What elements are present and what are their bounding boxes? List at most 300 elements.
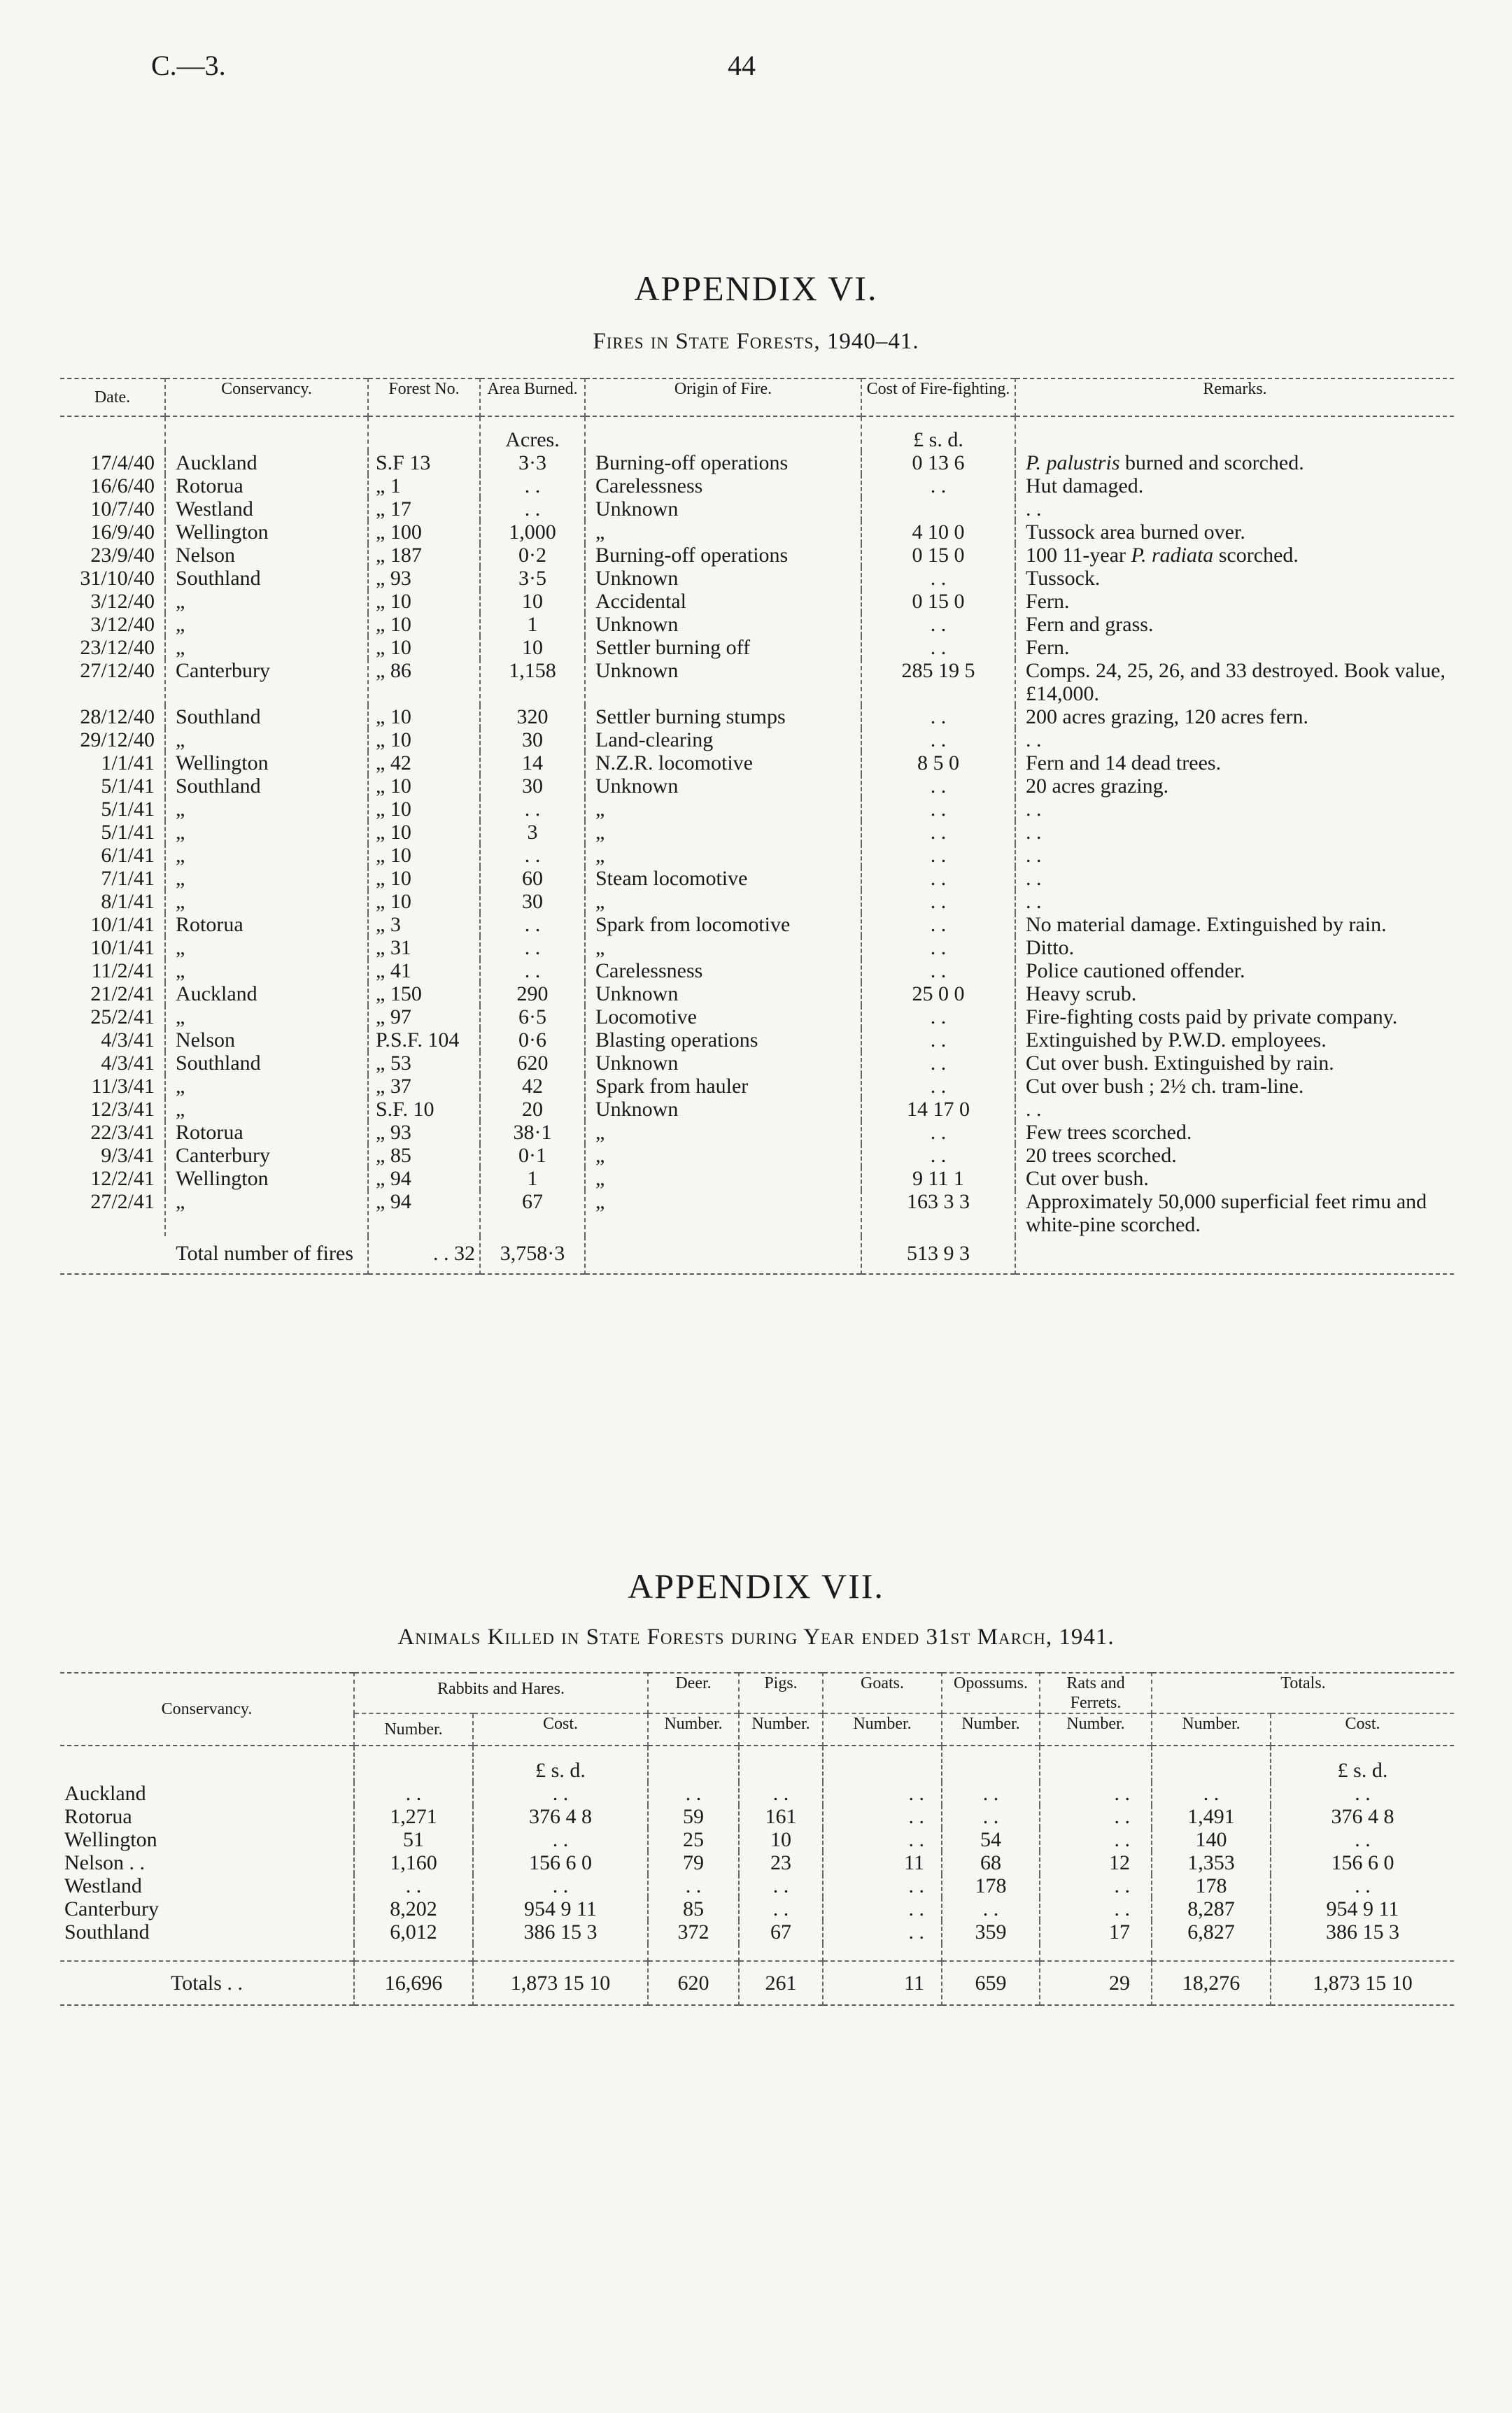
fire-forest-no: „ 94 — [368, 1190, 480, 1236]
sub-totals-number: Number. — [1152, 1713, 1271, 1746]
fire-cost: 0 15 0 — [861, 544, 1015, 567]
fire-origin: „ — [585, 521, 861, 544]
fire-row — [60, 982, 1454, 1005]
fire-conservancy: Nelson — [165, 544, 368, 567]
fire-date: 27/2/41 — [90, 1190, 155, 1213]
fire-date: 8/1/41 — [101, 890, 155, 913]
fire-origin: Spark from locomotive — [585, 913, 861, 936]
fire-conservancy: Auckland — [165, 451, 368, 474]
totals-rats: 29 — [1040, 1961, 1152, 2005]
fire-area: 38·1 — [480, 1121, 585, 1144]
fire-row — [60, 1167, 1454, 1190]
fire-remarks: Heavy scrub. — [1015, 982, 1454, 1005]
fire-origin: „ — [585, 798, 861, 821]
fire-row — [60, 913, 1454, 936]
fire-area: . . — [480, 959, 585, 982]
pigs-number: 23 — [739, 1851, 823, 1874]
col-date: Date. — [94, 388, 131, 406]
fire-origin: N.Z.R. locomotive — [585, 751, 861, 774]
opossums-number: 359 — [942, 1920, 1040, 1944]
fire-area: 60 — [480, 867, 585, 890]
fire-date: 5/1/41 — [101, 774, 155, 798]
fire-row — [60, 936, 1454, 959]
fire-cost: 163 3 3 — [861, 1190, 1015, 1236]
fire-forest-no: „ 10 — [368, 844, 480, 867]
fire-row — [60, 798, 1454, 821]
fire-remarks: . . — [1015, 844, 1454, 867]
fire-remarks: Ditto. — [1015, 936, 1454, 959]
animal-conservancy: Canterbury — [64, 1897, 159, 1920]
sub-opossums-number: Number. — [942, 1713, 1040, 1746]
rabbits-cost: . . — [473, 1782, 648, 1805]
fire-forest-no: „ 94 — [368, 1167, 480, 1190]
rats-number: . . — [1040, 1805, 1152, 1828]
rabbits-number: . . — [354, 1874, 473, 1897]
fire-date: 12/3/41 — [90, 1098, 155, 1121]
rabbits-cost: 156 6 0 — [473, 1851, 648, 1874]
totals-cost-unit: £ s. d. — [1271, 1746, 1454, 1782]
fire-remarks: Comps. 24, 25, 26, and 33 destroyed. Book value, £14,000. — [1015, 659, 1454, 705]
fire-area: 30 — [480, 774, 585, 798]
rats-number: 12 — [1040, 1851, 1152, 1874]
rabbits-number: . . — [354, 1782, 473, 1805]
fire-conservancy: „ — [165, 959, 368, 982]
fire-remarks: Tussock area burned over. — [1015, 521, 1454, 544]
animal-row — [60, 1874, 1454, 1897]
animal-conservancy: Westland — [64, 1874, 142, 1897]
opossums-number: . . — [942, 1782, 1040, 1805]
fire-cost: . . — [861, 936, 1015, 959]
fire-remarks: Fern and grass. — [1015, 613, 1454, 636]
col-rats: Rats and Ferrets. — [1040, 1673, 1152, 1713]
fire-row — [60, 1005, 1454, 1028]
fire-cost: 4 10 0 — [861, 521, 1015, 544]
fire-area: 10 — [480, 590, 585, 613]
totals-deer: 620 — [648, 1961, 739, 2005]
fire-forest-no: „ 37 — [368, 1075, 480, 1098]
fire-row — [60, 867, 1454, 890]
fire-row — [60, 1098, 1454, 1121]
fire-forest-no: „ 10 — [368, 613, 480, 636]
fire-date: 1/1/41 — [101, 751, 155, 774]
fire-forest-no: „ 10 — [368, 798, 480, 821]
fire-origin: Unknown — [585, 659, 861, 705]
fire-origin: „ — [585, 1167, 861, 1190]
fire-origin: Unknown — [585, 567, 861, 590]
fire-forest-no: „ 53 — [368, 1052, 480, 1075]
pigs-number: 161 — [739, 1805, 823, 1828]
fire-row — [60, 1052, 1454, 1075]
units-row — [60, 416, 1454, 451]
fire-conservancy: „ — [165, 844, 368, 867]
fire-area: 3·3 — [480, 451, 585, 474]
fire-row — [60, 1075, 1454, 1098]
sub-rats-number: Number. — [1040, 1713, 1152, 1746]
fire-area: 14 — [480, 751, 585, 774]
fire-forest-no: „ 10 — [368, 774, 480, 798]
fire-area: . . — [480, 798, 585, 821]
fire-date: 23/12/40 — [80, 636, 155, 659]
totals-grand-cost: 1,873 15 10 — [1271, 1961, 1454, 2005]
fire-forest-no: „ 10 — [368, 867, 480, 890]
sub-rabbits-cost: Cost. — [473, 1713, 648, 1746]
totals-cost: 156 6 0 — [1271, 1851, 1454, 1874]
rats-number: . . — [1040, 1897, 1152, 1920]
rabbits-cost: 386 15 3 — [473, 1920, 648, 1944]
pigs-number: . . — [739, 1782, 823, 1805]
fire-forest-no: „ 10 — [368, 728, 480, 751]
animal-conservancy: Southland — [64, 1920, 150, 1944]
fire-row — [60, 474, 1454, 497]
rats-number: . . — [1040, 1828, 1152, 1851]
fire-remarks: P. palustris burned and scorched. — [1015, 451, 1454, 474]
fire-forest-no: S.F 13 — [368, 451, 480, 474]
fires-total-area: 3,758·3 — [480, 1236, 585, 1274]
rabbits-number: 51 — [354, 1828, 473, 1851]
totals-number: 1,353 — [1152, 1851, 1271, 1874]
animal-conservancy: Rotorua — [64, 1805, 132, 1828]
fire-forest-no: S.F. 10 — [368, 1098, 480, 1121]
fire-origin: Unknown — [585, 1052, 861, 1075]
totals-rabbits-number: 16,696 — [354, 1961, 473, 2005]
fire-date: 3/12/40 — [90, 613, 155, 636]
fire-forest-no: „ 3 — [368, 913, 480, 936]
fire-area: 0·2 — [480, 544, 585, 567]
fire-conservancy: Canterbury — [165, 1144, 368, 1167]
fire-conservancy: „ — [165, 590, 368, 613]
animal-row — [60, 1851, 1454, 1874]
fire-date: 22/3/41 — [90, 1121, 155, 1144]
deer-number: 372 — [648, 1920, 739, 1944]
spacer-row — [60, 1944, 1454, 1961]
fire-origin: „ — [585, 1121, 861, 1144]
fire-row — [60, 521, 1454, 544]
col-conservancy-7: Conservancy. — [161, 1700, 253, 1718]
rabbits-number: 6,012 — [354, 1920, 473, 1944]
appendix-7-title: APPENDIX VII. — [628, 1566, 884, 1606]
totals-number: 178 — [1152, 1874, 1271, 1897]
fire-cost: . . — [861, 1052, 1015, 1075]
fire-date: 12/2/41 — [90, 1167, 155, 1190]
fire-conservancy: „ — [165, 798, 368, 821]
deer-number: 79 — [648, 1851, 739, 1874]
opossums-number: 178 — [942, 1874, 1040, 1897]
fire-forest-no: „ 97 — [368, 1005, 480, 1028]
totals-cost: 386 15 3 — [1271, 1920, 1454, 1944]
fire-remarks: . . — [1015, 1098, 1454, 1121]
fire-origin: Unknown — [585, 497, 861, 521]
fire-forest-no: „ 31 — [368, 936, 480, 959]
opossums-number: . . — [942, 1805, 1040, 1828]
fire-area: 320 — [480, 705, 585, 728]
goats-number: . . — [823, 1805, 942, 1828]
rabbits-number: 1,160 — [354, 1851, 473, 1874]
fire-origin: „ — [585, 844, 861, 867]
cost-unit: £ s. d. — [861, 416, 1015, 451]
fire-cost: . . — [861, 474, 1015, 497]
fire-area: 1,000 — [480, 521, 585, 544]
fire-area: 1,158 — [480, 659, 585, 705]
fire-forest-no: „ 85 — [368, 1144, 480, 1167]
fire-area: 1 — [480, 613, 585, 636]
appendix-7-subtitle: Animals Killed in State Forests during Year ended 31st March, 1941. — [397, 1625, 1115, 1650]
fire-remarks: . . — [1015, 728, 1454, 751]
fire-date: 16/6/40 — [90, 474, 155, 497]
opossums-number: . . — [942, 1897, 1040, 1920]
fire-conservancy: „ — [165, 867, 368, 890]
fire-row — [60, 1144, 1454, 1167]
fire-origin: Unknown — [585, 613, 861, 636]
fire-remarks: . . — [1015, 821, 1454, 844]
fire-date: 11/3/41 — [91, 1075, 155, 1098]
fire-remarks: . . — [1015, 890, 1454, 913]
fire-area: . . — [480, 913, 585, 936]
fire-area: 10 — [480, 636, 585, 659]
fire-row — [60, 1028, 1454, 1052]
fire-forest-no: „ 10 — [368, 590, 480, 613]
fire-conservancy: Southland — [165, 705, 368, 728]
fire-date: 10/1/41 — [90, 913, 155, 936]
fires-total-row — [60, 1236, 1454, 1274]
fire-row — [60, 890, 1454, 913]
fire-forest-no: „ 187 — [368, 544, 480, 567]
pigs-number: 67 — [739, 1920, 823, 1944]
totals-cost: . . — [1271, 1874, 1454, 1897]
fire-remarks: Fern. — [1015, 636, 1454, 659]
animals-totals-label: Totals . . — [171, 1972, 243, 1995]
fire-origin: „ — [585, 821, 861, 844]
fire-area: 0·1 — [480, 1144, 585, 1167]
rabbits-number: 1,271 — [354, 1805, 473, 1828]
totals-cost: 376 4 8 — [1271, 1805, 1454, 1828]
fire-row — [60, 613, 1454, 636]
fire-conservancy: „ — [165, 1098, 368, 1121]
fire-area: 42 — [480, 1075, 585, 1098]
col-forest-no: Forest No. — [368, 378, 480, 416]
totals-number: 140 — [1152, 1828, 1271, 1851]
appendix-6-title: APPENDIX VI. — [634, 269, 878, 308]
fire-remarks: Hut damaged. — [1015, 474, 1454, 497]
fires-total-cost: 513 9 3 — [861, 1236, 1015, 1274]
fire-remarks: . . — [1015, 497, 1454, 521]
fire-forest-no: „ 10 — [368, 890, 480, 913]
fire-row — [60, 567, 1454, 590]
fire-forest-no: „ 150 — [368, 982, 480, 1005]
fire-area: . . — [480, 844, 585, 867]
fire-conservancy: „ — [165, 890, 368, 913]
fire-remarks: No material damage. Extinguished by rain. — [1015, 913, 1454, 936]
fire-date: 28/12/40 — [80, 705, 155, 728]
goats-number: . . — [823, 1920, 942, 1944]
fire-cost: . . — [861, 728, 1015, 751]
fire-remarks: Cut over bush ; 2½ ch. tram-line. — [1015, 1075, 1454, 1098]
fire-forest-no: „ 1 — [368, 474, 480, 497]
fire-row — [60, 497, 1454, 521]
fire-remarks: Fire-fighting costs paid by private company. — [1015, 1005, 1454, 1028]
fire-conservancy: Rotorua — [165, 913, 368, 936]
deer-number: 85 — [648, 1897, 739, 1920]
sub-goats-number: Number. — [823, 1713, 942, 1746]
fire-origin: Steam locomotive — [585, 867, 861, 890]
fire-row — [60, 705, 1454, 728]
animal-row — [60, 1782, 1454, 1805]
fire-origin: Settler burning off — [585, 636, 861, 659]
fire-forest-no: „ 41 — [368, 959, 480, 982]
animal-conservancy: Nelson . . — [64, 1851, 145, 1874]
animal-row — [60, 1897, 1454, 1920]
page-number: 44 — [728, 50, 756, 81]
totals-number: 1,491 — [1152, 1805, 1271, 1828]
fire-cost: . . — [861, 567, 1015, 590]
area-unit: Acres. — [480, 416, 585, 451]
fire-cost: . . — [861, 821, 1015, 844]
fire-row — [60, 959, 1454, 982]
animal-conservancy: Wellington — [64, 1828, 157, 1851]
page-reference: C.—3. — [151, 50, 226, 81]
animal-conservancy: Auckland — [64, 1782, 146, 1805]
fires-total-count: . . 32 — [368, 1236, 480, 1274]
pigs-number: . . — [739, 1897, 823, 1920]
fire-remarks: Cut over bush. Extinguished by rain. — [1015, 1052, 1454, 1075]
fire-conservancy: Southland — [165, 567, 368, 590]
fire-conservancy: Wellington — [165, 751, 368, 774]
animal-row — [60, 1920, 1454, 1944]
totals-number: . . — [1152, 1782, 1271, 1805]
fire-cost: . . — [861, 636, 1015, 659]
fire-cost: . . — [861, 798, 1015, 821]
fire-origin: Settler burning stumps — [585, 705, 861, 728]
col-cost: Cost of Fire-fighting. — [861, 378, 1015, 416]
fire-cost: 285 19 5 — [861, 659, 1015, 705]
animals-unit-row — [60, 1746, 1454, 1782]
fire-origin: Unknown — [585, 774, 861, 798]
col-origin: Origin of Fire. — [585, 378, 861, 416]
fire-origin: „ — [585, 1144, 861, 1167]
fire-cost — [861, 497, 1015, 521]
deer-number: 59 — [648, 1805, 739, 1828]
fire-date: 21/2/41 — [90, 982, 155, 1005]
fire-remarks: Police cautioned offender. — [1015, 959, 1454, 982]
fire-conservancy: Wellington — [165, 1167, 368, 1190]
fire-conservancy: „ — [165, 636, 368, 659]
fire-date: 11/2/41 — [91, 959, 155, 982]
fire-forest-no: „ 17 — [368, 497, 480, 521]
fire-conservancy: „ — [165, 1075, 368, 1098]
fire-cost: 0 15 0 — [861, 590, 1015, 613]
fire-area: 30 — [480, 890, 585, 913]
fire-row — [60, 774, 1454, 798]
fire-row — [60, 821, 1454, 844]
fire-remarks: Few trees scorched. — [1015, 1121, 1454, 1144]
fire-forest-no: „ 42 — [368, 751, 480, 774]
fire-cost: . . — [861, 705, 1015, 728]
col-conservancy: Conservancy. — [165, 378, 368, 416]
fire-origin: Accidental — [585, 590, 861, 613]
fire-date: 6/1/41 — [101, 844, 155, 867]
fire-forest-no: „ 10 — [368, 821, 480, 844]
fire-date: 9/3/41 — [101, 1144, 155, 1167]
fire-cost: . . — [861, 1028, 1015, 1052]
fire-remarks: Extinguished by P.W.D. employees. — [1015, 1028, 1454, 1052]
fire-area: . . — [480, 474, 585, 497]
fire-cost: 14 17 0 — [861, 1098, 1015, 1121]
fire-forest-no: P.S.F. 104 — [368, 1028, 480, 1052]
fire-origin: „ — [585, 890, 861, 913]
fire-conservancy: Westland — [165, 497, 368, 521]
fires-table — [60, 378, 1454, 1275]
fire-conservancy: „ — [165, 613, 368, 636]
fire-forest-no: „ 93 — [368, 567, 480, 590]
fire-conservancy: Southland — [165, 774, 368, 798]
fire-cost: 9 11 1 — [861, 1167, 1015, 1190]
sub-deer-number: Number. — [648, 1713, 739, 1746]
fire-remarks: Cut over bush. — [1015, 1167, 1454, 1190]
fire-area: 30 — [480, 728, 585, 751]
rats-number: . . — [1040, 1874, 1152, 1897]
fire-area: . . — [480, 497, 585, 521]
fire-row — [60, 636, 1454, 659]
fire-origin: Locomotive — [585, 1005, 861, 1028]
fire-remarks: 100 11-year P. radiata scorched. — [1015, 544, 1454, 567]
rabbits-number: 8,202 — [354, 1897, 473, 1920]
fire-date: 5/1/41 — [101, 798, 155, 821]
fire-date: 23/9/40 — [90, 544, 155, 567]
fire-conservancy: Rotorua — [165, 474, 368, 497]
fire-origin: „ — [585, 1190, 861, 1236]
fire-conservancy: Auckland — [165, 982, 368, 1005]
fire-remarks: 20 trees scorched. — [1015, 1144, 1454, 1167]
totals-number: 8,287 — [1152, 1897, 1271, 1920]
goats-number: . . — [823, 1874, 942, 1897]
fire-remarks: 200 acres grazing, 120 acres fern. — [1015, 705, 1454, 728]
fire-row — [60, 844, 1454, 867]
deer-number: . . — [648, 1874, 739, 1897]
totals-rabbits-cost: 1,873 15 10 — [473, 1961, 648, 2005]
fire-date: 17/4/40 — [90, 451, 155, 474]
rabbits-cost-unit: £ s. d. — [473, 1746, 648, 1782]
animals-totals-row — [60, 1961, 1454, 2005]
rabbits-cost: 376 4 8 — [473, 1805, 648, 1828]
fire-origin: Burning-off operations — [585, 544, 861, 567]
animals-table — [60, 1672, 1454, 2006]
fire-date: 4/3/41 — [101, 1052, 155, 1075]
totals-cost: . . — [1271, 1828, 1454, 1851]
fire-forest-no: „ 10 — [368, 636, 480, 659]
fire-cost: 8 5 0 — [861, 751, 1015, 774]
fire-origin: Carelessness — [585, 959, 861, 982]
fire-area: 3 — [480, 821, 585, 844]
goats-number: . . — [823, 1782, 942, 1805]
fire-conservancy: „ — [165, 821, 368, 844]
fire-remarks: Fern and 14 dead trees. — [1015, 751, 1454, 774]
fire-cost: . . — [861, 774, 1015, 798]
fire-cost: 25 0 0 — [861, 982, 1015, 1005]
fire-area: 290 — [480, 982, 585, 1005]
fire-cost: . . — [861, 890, 1015, 913]
fire-area: 3·5 — [480, 567, 585, 590]
fire-remarks: Approximately 50,000 superficial feet rimu and white-pine scorched. — [1015, 1190, 1454, 1236]
fire-cost: . . — [861, 844, 1015, 867]
fire-conservancy: Wellington — [165, 521, 368, 544]
goats-number: . . — [823, 1897, 942, 1920]
fire-conservancy: „ — [165, 1005, 368, 1028]
fire-area: 6·5 — [480, 1005, 585, 1028]
rats-number: 17 — [1040, 1920, 1152, 1944]
fire-cost: . . — [861, 1144, 1015, 1167]
fire-cost: . . — [861, 613, 1015, 636]
col-pigs: Pigs. — [739, 1673, 823, 1713]
animals-header-row-1 — [60, 1673, 1454, 1713]
